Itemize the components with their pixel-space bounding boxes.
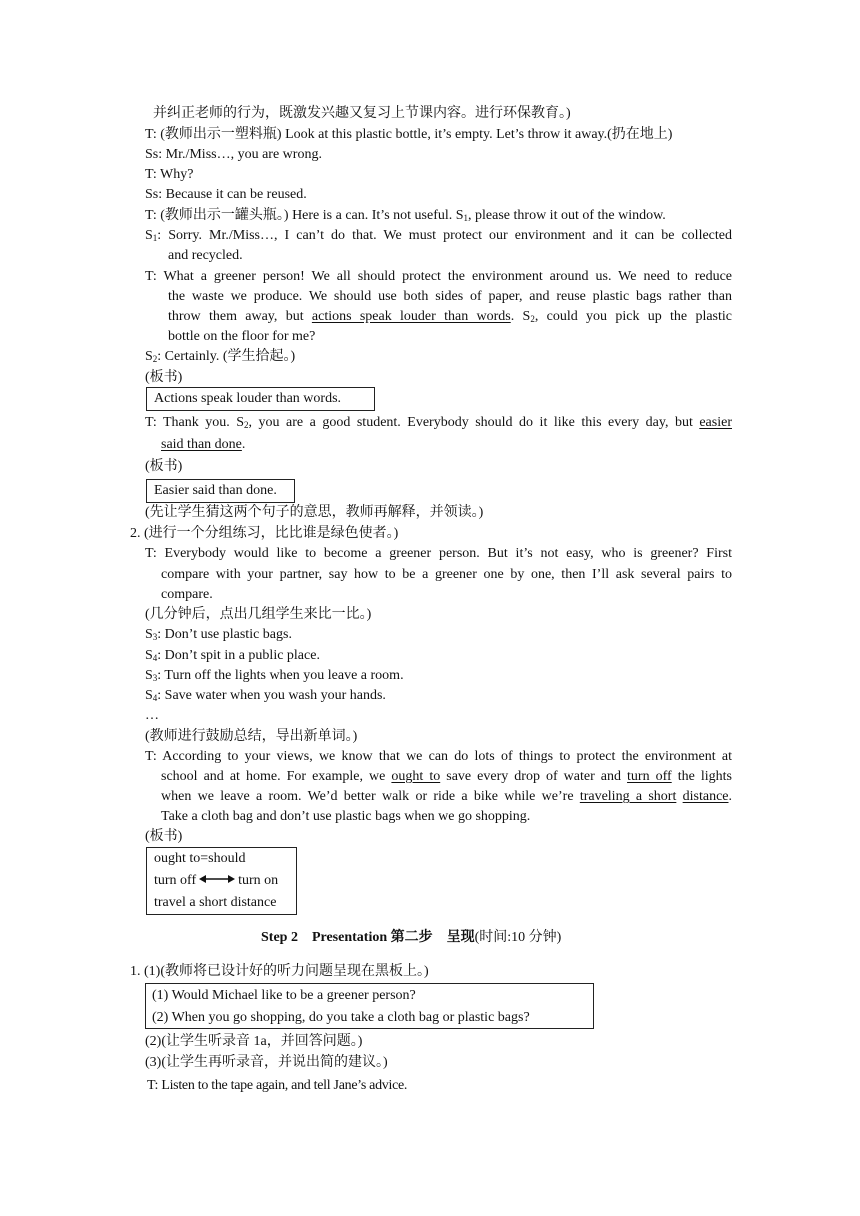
- text: turn off: [154, 873, 197, 889]
- dialogue-line: [161, 787, 732, 807]
- text: T: Thank you. S: [145, 415, 245, 430]
- underlined-phrase: actions speak louder than words: [311, 309, 511, 324]
- dialogue-line: compare with your partner, say how to be a greener one by one, then I’ll ask several pairs to: [161, 567, 732, 582]
- dialogue-line: [145, 686, 386, 706]
- blackboard-label: (板书): [145, 459, 183, 474]
- instruction-line: (3)(让学生再听录音，并说出简的建议。): [145, 1055, 388, 1070]
- dialogue-line: T: According to your views, we know that we can do lots of things to protect the environment at: [145, 749, 732, 764]
- blackboard-text: travel a short distance: [154, 895, 277, 910]
- text: throw them away, but: [168, 309, 312, 324]
- subscript: 2: [244, 420, 249, 430]
- dialogue-line: T: Listen to the tape again, and tell Jane’s advice.: [147, 1078, 408, 1093]
- text: the lights: [671, 769, 732, 784]
- subscript: 2: [152, 354, 158, 364]
- text: : Don’t use plastic bags.: [157, 627, 292, 642]
- ellipsis: …: [145, 708, 159, 723]
- blackboard-box: [146, 479, 295, 503]
- subscript: 1: [463, 213, 469, 223]
- blackboard-box: [146, 847, 297, 915]
- blackboard-text: [154, 871, 278, 891]
- dialogue-line: [168, 307, 732, 327]
- subscript: 3: [152, 673, 158, 683]
- underlined-phrase: traveling a short: [579, 789, 677, 804]
- list-item: 2. (进行一个分组练习，比比谁是绿色使者。): [130, 526, 399, 541]
- text: S: [145, 668, 153, 683]
- blackboard-text: ought to=should: [154, 851, 246, 866]
- blackboard-text: Actions speak louder than words.: [154, 391, 342, 406]
- text: , please throw it out of the window.: [468, 208, 666, 223]
- dialogue-line: [145, 625, 292, 645]
- blackboard-label: (板书): [145, 370, 183, 385]
- underlined-phrase: said than done: [161, 437, 242, 452]
- text: S: [145, 648, 153, 663]
- dialogue-line: [161, 767, 732, 787]
- underlined-phrase: turn off: [627, 769, 672, 784]
- instruction-line: (教师进行鼓励总结，导出新单词。): [145, 729, 358, 744]
- text: S: [145, 228, 153, 243]
- dialogue-line: the waste we produce. We should use both sides of paper, and reuse plastic bags rather than: [168, 289, 732, 304]
- dialogue-line: [145, 206, 666, 226]
- text: .: [241, 437, 246, 452]
- underlined-phrase: distance: [682, 789, 729, 804]
- subscript: 2: [530, 314, 535, 324]
- text: save every drop of water and: [440, 769, 628, 784]
- text: T: (教师出示一罐头瓶。) Here is a can. It’s not useful. S: [145, 208, 464, 223]
- subscript: 4: [152, 653, 158, 663]
- dialogue-line: T: (教师出示一塑料瓶) Look at this plastic bottle, it’s empty. Let’s throw it away.(扔在地上): [145, 127, 673, 142]
- dialogue-line: [145, 413, 732, 433]
- dialogue-line: T: Everybody would like to become a greener person. But it’s not easy, who is greener? First: [145, 546, 732, 561]
- instruction-line: (几分钟后，点出几组学生来比一比。): [145, 607, 372, 622]
- dialogue-line: [161, 435, 245, 455]
- blackboard-box: [146, 387, 375, 411]
- dialogue-line: T: Why?: [145, 167, 194, 182]
- dialogue-line: Ss: Mr./Miss…, you are wrong.: [145, 147, 322, 162]
- dialogue-line: T: What a greener person! We all should protect the environment around us. We need to reduce: [145, 269, 732, 284]
- subscript: 3: [152, 632, 158, 642]
- step-title: Step 2 Presentation 第二步 呈现: [261, 930, 475, 945]
- dialogue-line: [145, 646, 320, 666]
- text: , you are a good student. Everybody should do it like this every day, but: [248, 415, 700, 430]
- blackboard-box: [145, 983, 594, 1029]
- dialogue-line: [145, 347, 295, 367]
- dialogue-line: bottle on the floor for me?: [168, 329, 316, 344]
- instruction-line: (先让学生猜这两个句子的意思，教师再解释，并领读。): [145, 505, 484, 520]
- dialogue-line: [145, 226, 732, 246]
- dialogue-line: Ss: Because it can be reused.: [145, 187, 307, 202]
- dialogue-line: [145, 666, 404, 686]
- blackboard-text: Easier said than done.: [154, 483, 277, 498]
- instruction-line: (2)(让学生听录音 1a，并回答问题。): [145, 1034, 363, 1049]
- text: when we leave a room. We’d better walk or ride a bike while we’re: [161, 789, 580, 804]
- dialogue-line: compare.: [161, 587, 213, 602]
- step-heading: [261, 928, 561, 948]
- text: S: [145, 688, 153, 703]
- blackboard-label: (板书): [145, 829, 183, 844]
- text: , could you pick up the plastic: [534, 309, 732, 324]
- text: . S: [510, 309, 531, 324]
- text: : Sorry. Mr./Miss…, I can’t do that. We must protect our environment and it can be collected: [157, 228, 732, 243]
- text: : Certainly. (学生拾起。): [157, 349, 296, 364]
- subscript: 4: [152, 693, 158, 703]
- text: : Don’t spit in a public place.: [157, 648, 320, 663]
- blackboard-text: (1) Would Michael like to be a greener person?: [152, 988, 416, 1003]
- underlined-phrase: easier: [699, 415, 732, 430]
- text: : Save water when you wash your hands.: [157, 688, 386, 703]
- blackboard-text: (2) When you go shopping, do you take a cloth bag or plastic bags?: [152, 1010, 530, 1025]
- text: S: [145, 627, 153, 642]
- subscript: 1: [152, 233, 158, 243]
- dialogue-line: Take a cloth bag and don’t use plastic bags when we go shopping.: [161, 809, 531, 824]
- step-time: (时间:10 分钟): [474, 930, 562, 945]
- list-item: 1. (1)(教师将已设计好的听力问题呈现在黑板上。): [130, 964, 429, 979]
- left-right-arrow-icon: [199, 871, 235, 891]
- dialogue-line: and recycled.: [168, 248, 243, 263]
- text: .: [728, 789, 732, 804]
- text: : Turn off the lights when you leave a room.: [157, 668, 404, 683]
- text: turn on: [238, 873, 279, 889]
- underlined-phrase: ought to: [391, 769, 441, 784]
- intro-line: 并纠正老师的行为，既激发兴趣又复习上节课内容。进行环保教育。): [153, 106, 571, 121]
- text: S: [145, 349, 153, 364]
- text: school and at home. For example, we: [161, 769, 392, 784]
